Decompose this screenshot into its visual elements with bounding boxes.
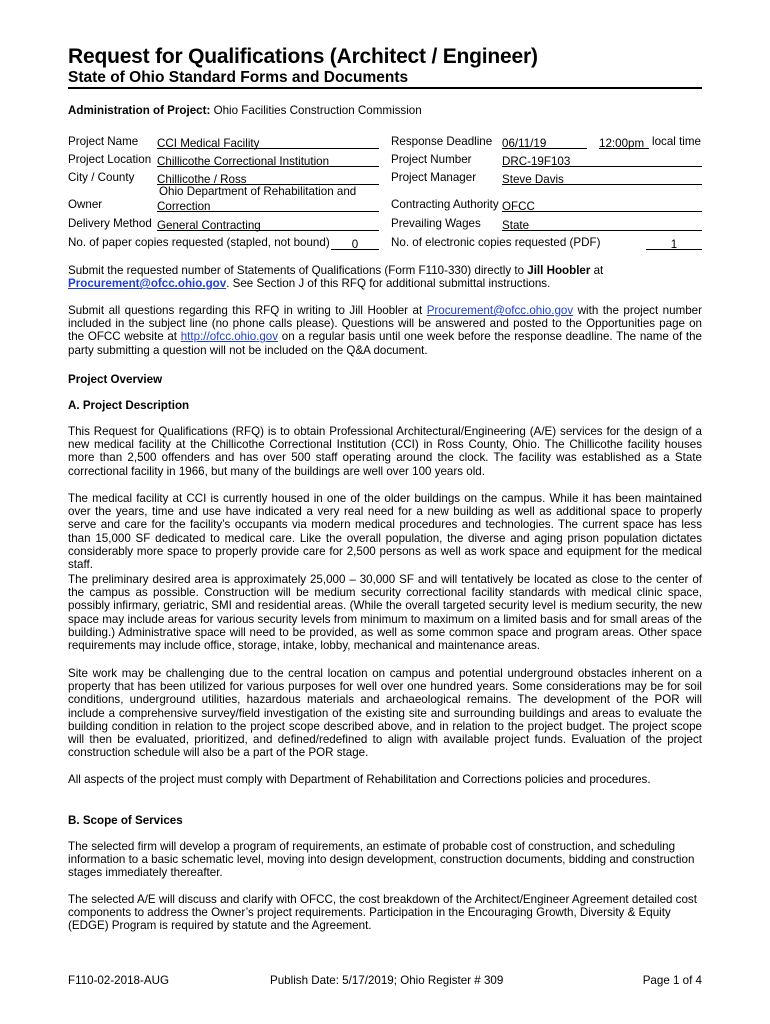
delivery-method-value: General Contracting: [157, 219, 261, 232]
response-time-value: 12:00pm: [599, 137, 645, 150]
section-a-paragraph-5: All aspects of the project must comply with Department of Rehabilitation and Corrections policies and procedures.: [68, 773, 651, 786]
electronic-copies-label: No. of electronic copies requested (PDF): [391, 236, 601, 249]
section-a-paragraph-2: The medical facility at CCI is currently housed in one of the older buildings on the campus. While it has been maintained over the years, time and use have indicated a very real need for a new building as well as additional space to properly serve and care for the facility’s occupants via modern medical procedures and technologies. The current space has less than 15,000 SF dedicated to medical care. Like the overall population, the diverse and aging prison population dictates considerably more space to properly provide care for 2,500 persons as well as work space and equipment for the medical staff.: [68, 492, 702, 572]
electronic-copies-value: 1: [670, 238, 678, 251]
publish-info: Publish Date: 5/17/2019; Ohio Register # 309: [270, 974, 504, 987]
form-id: F110-02-2018-AUG: [68, 974, 169, 987]
section-a-paragraph-1: This Request for Qualifications (RFQ) is to obtain Professional Architectural/Engineering (A/E) services for the design of a new medical facility at the Chillicothe Correctional Institution (CCI) in Ross County, Ohio. The Chillicothe facility houses more than 2,500 offenders and has over 500 staff operating around the clock. The facility was established as a State correctional facility in 1966, but many of the buildings are well over 100 years old.: [68, 425, 702, 478]
section-b-paragraph-2: The selected A/E will discuss and clarify with OFCC, the cost breakdown of the Architect/Engineer Agreement detailed cost components to address the Owner’s project requirements. Participation in the Encouraging Growth, Diversity & Equity (EDGE) Program is required by statute and the Agreement.: [68, 893, 697, 933]
project-manager-label: Project Manager: [391, 171, 477, 184]
contact-name: Jill Hoobler: [527, 264, 591, 277]
contracting-authority-field[interactable]: [502, 197, 702, 212]
local-time-label: local time: [652, 135, 701, 148]
project-location-label: Project Location: [68, 153, 152, 166]
project-number-label: Project Number: [391, 153, 472, 166]
project-name-label: Project Name: [68, 135, 139, 148]
delivery-method-label: Delivery Method: [68, 217, 152, 230]
prevailing-wages-field[interactable]: [502, 216, 702, 231]
paper-copies-label: No. of paper copies requested (stapled, not bound): [68, 236, 330, 249]
city-county-field[interactable]: [157, 170, 379, 185]
project-manager-field[interactable]: [502, 170, 702, 185]
questions-text-c: on a regular basis until one week before the response deadline. The name of the party submitting a question will not be included on the Q&A document.: [68, 330, 702, 357]
section-a-heading: A. Project Description: [68, 399, 190, 412]
ofcc-website-link[interactable]: http://ofcc.ohio.gov: [180, 330, 279, 344]
document-subtitle: State of Ohio Standard Forms and Documents: [68, 69, 409, 86]
prevailing-wages-value: State: [502, 219, 530, 232]
page-number: Page 1 of 4: [642, 974, 702, 987]
section-b-heading: B. Scope of Services: [68, 814, 183, 827]
questions-text-a: Submit all questions regarding this RFQ in writing to Jill Hoobler at: [68, 304, 427, 317]
questions-text-b: with the project number included in the subject line (no phone calls please). Questions will be answered and posted to the Opportunities page on the OFCC website at: [68, 304, 702, 344]
procurement-email-link[interactable]: Procurement@ofcc.ohio.gov: [68, 277, 227, 291]
title-rule: [68, 87, 702, 89]
section-b-paragraph-1: The selected firm will develop a program of requirements, an estimate of probable cost of construction, and scheduling information to a basic schematic level, moving into design development, construction documents, bidding and construction stages immediately thereafter.: [68, 840, 695, 880]
response-time-field[interactable]: [599, 134, 649, 149]
section-a-paragraph-3: The preliminary desired area is approximately 25,000 – 30,000 SF and will tentatively be located as close to the center of the campus as possible. Construction will be medium security correctional facility standards with medical clinic space, possibly infirmary, geriatric, SMI and residential areas. (While the overall targeted security level is medium security, the new space may include areas for various security levels from minimum to maximum on a limited basis and for small areas of the building.) Administrative space will need to be provided, as well as some common space and program areas. Other space requirements may include office, storage, intake, lobby, mechanical and maintenance areas.: [68, 573, 702, 653]
project-name-value: CCI Medical Facility: [157, 137, 260, 150]
administration-line: [68, 104, 422, 117]
questions-email-link[interactable]: Procurement@ofcc.ohio.gov: [426, 304, 574, 317]
submit-text-b: at: [590, 264, 604, 277]
contracting-authority-label: Contracting Authority: [391, 198, 499, 211]
electronic-copies-field[interactable]: [646, 235, 702, 250]
questions-paragraph: [68, 304, 702, 357]
project-location-value: Chillicothe Correctional Institution: [157, 155, 330, 168]
paper-copies-value: 0: [351, 238, 359, 251]
project-number-field[interactable]: [502, 152, 702, 167]
project-name-field[interactable]: [157, 134, 379, 149]
document-title: Request for Qualifications (Architect / Engineer): [68, 45, 538, 68]
owner-value-line2: Correction: [157, 200, 211, 213]
response-date-value: 06/11/19: [502, 137, 547, 150]
overview-heading: Project Overview: [68, 373, 163, 386]
city-county-label: City / County: [68, 171, 135, 184]
submit-instructions: [68, 264, 702, 290]
contracting-authority-value: OFCC: [502, 200, 535, 213]
owner-label: Owner: [68, 198, 103, 211]
paper-copies-field[interactable]: [331, 235, 379, 250]
project-number-value: DRC-19F103: [502, 155, 571, 168]
section-a-paragraph-4: Site work may be challenging due to the central location on campus and potential underground obstacles inherent on a property that has been utilized for various purposes for well over one hundred years. Some considerations may be for soil conditions, underground utilities, hazardous materials and archaeological remains. The development of the POR will include a comprehensive survey/field investigation of the existing site and surrounding buildings and areas to evaluate the building condition in relation to the project scope described above, and in relation to the project budget. The project scope will then be evaluated, prioritized, and defined/redefined to align with available project funds. Evaluation of the project construction schedule will also be a part of the POR stage.: [68, 667, 702, 760]
owner-field[interactable]: [157, 197, 379, 212]
delivery-method-field[interactable]: [157, 216, 379, 231]
owner-value-line1: Ohio Department of Rehabilitation and: [159, 185, 357, 198]
project-location-field[interactable]: [157, 152, 379, 167]
project-manager-value: Steve Davis: [502, 173, 564, 186]
submit-text-a: Submit the requested number of Statements of Qualifications (Form F110-330) directly to: [68, 264, 528, 277]
prevailing-wages-label: Prevailing Wages: [391, 217, 481, 230]
submit-text-c: . See Section J of this RFQ for additional submittal instructions.: [226, 277, 551, 291]
response-deadline-label: Response Deadline: [391, 135, 493, 148]
administration-label: Administration of Project:: [68, 104, 211, 117]
response-date-field[interactable]: [502, 134, 587, 149]
administration-value: Ohio Facilities Construction Commission: [213, 104, 422, 117]
city-county-value: Chillicothe / Ross: [157, 173, 247, 186]
